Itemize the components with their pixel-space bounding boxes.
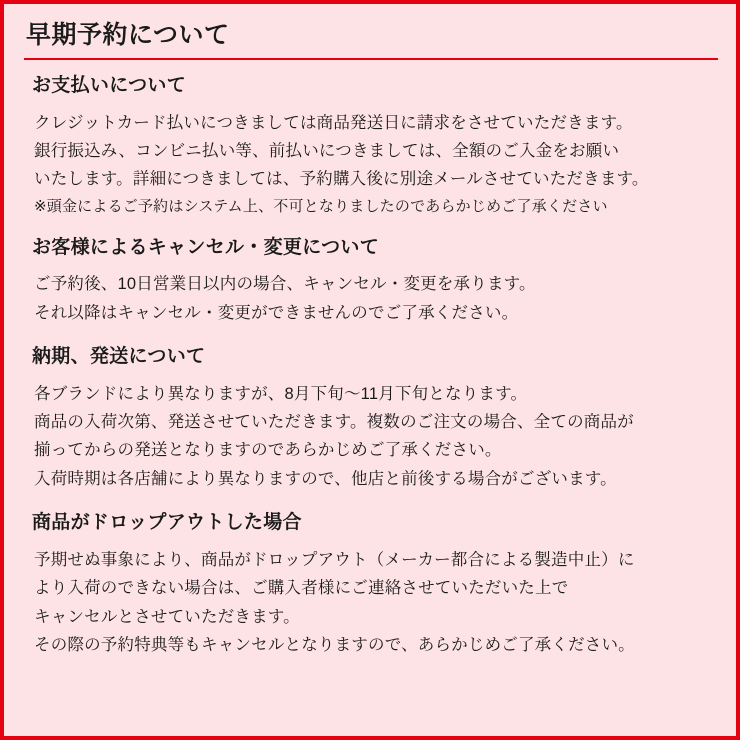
section-payment [24, 74, 718, 220]
paragraph-line: キャンセルとさせていただきます。 [34, 607, 300, 626]
paragraph-line: 予期せぬ事象により、商品がドロップアウト（メーカー都合による製造中止）に [34, 550, 635, 569]
section-body-cancellation [34, 270, 718, 327]
paragraph-line: 銀行振込み、コンビニ払い等、前払いにつきましては、全額のご入金をお願い [34, 142, 620, 161]
paragraph-line: ご予約後、10日営業日以内の場合、キャンセル・変更を承ります。 [34, 275, 536, 294]
section-cancellation [24, 236, 718, 327]
paragraph-line: クレジットカード払いにつきましては商品発送日に請求をさせていただきます。 [34, 113, 633, 132]
section-heading-cancellation: お客様によるキャンセル・変更について [32, 236, 380, 258]
paragraph-line: 揃ってからの発送となりますのであらかじめご了承ください。 [34, 441, 502, 460]
paragraph-line: 入荷時期は各店舗により異なりますので、他店と前後する場合がございます。 [34, 469, 617, 488]
section-heading-dropout: 商品がドロップアウトした場合 [32, 512, 302, 534]
paragraph-line: それ以降はキャンセル・変更ができませんのでご了承ください。 [34, 303, 519, 322]
section-body-dropout [34, 546, 718, 660]
notice-content [4, 4, 736, 659]
paragraph-line: 商品の入荷次第、発送させていただきます。複数のご注文の場合、全ての商品が [34, 413, 634, 432]
section-body-delivery [34, 380, 718, 494]
section-dropout [24, 511, 718, 659]
paragraph-line: より入荷のできない場合は、ご購入者様にご連絡させていただいた上で [34, 579, 569, 598]
section-body-payment [34, 109, 718, 220]
section-delivery [24, 345, 718, 493]
section-heading-delivery: 納期、発送について [32, 346, 206, 368]
title-divider [24, 58, 718, 60]
section-heading-payment: お支払いについて [32, 75, 187, 96]
paragraph-note: ※頭金によるご予約はシステム上、不可となりましたのであらかじめご了承ください [34, 197, 608, 215]
paragraph-line: 各ブランドにより異なりますが、8月下旬〜11月下旬となります。 [34, 384, 528, 403]
paragraph-line: その際の予約特典等もキャンセルとなりますので、あらかじめご了承ください。 [34, 636, 635, 655]
paragraph-line: いたします。詳細につきましては、予約購入後に別途メールさせていただきます。 [34, 170, 649, 189]
page-title: 早期予約について [26, 21, 230, 49]
